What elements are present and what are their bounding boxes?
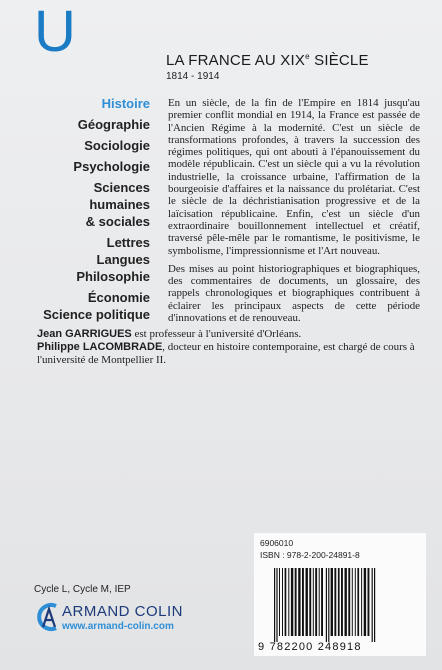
barcode-bar xyxy=(338,568,340,636)
barcode xyxy=(272,568,418,642)
discipline-sociology: Sociologie xyxy=(84,138,150,153)
publisher-website[interactable]: www.armand-colin.com xyxy=(62,621,174,632)
collection-logo: U xyxy=(34,0,76,64)
barcode-bar xyxy=(291,568,293,636)
author-name: Jean GARRIGUES xyxy=(37,328,132,340)
barcode-label xyxy=(254,533,426,656)
barcode-bar xyxy=(352,568,353,636)
barcode-bar xyxy=(326,568,327,642)
barcode-bar xyxy=(313,568,314,636)
book-title-superscript: e xyxy=(305,52,310,61)
author-bio xyxy=(37,328,420,341)
barcode-bar xyxy=(295,568,297,636)
barcode-bar xyxy=(276,568,277,642)
discipline-political-science: Science politique xyxy=(43,307,150,322)
barcode-digits: 9 782200 248918 xyxy=(258,641,362,653)
discipline-geography: Géographie xyxy=(77,117,150,132)
barcode-bar xyxy=(334,568,336,636)
author-bios xyxy=(37,328,420,367)
cycle-levels: Cycle L, Cycle M, IEP xyxy=(34,584,131,595)
book-title-main: LA FRANCE AU XIX xyxy=(166,52,306,69)
barcode-bar xyxy=(368,568,370,636)
discipline-psychology: Psychologie xyxy=(73,159,150,174)
barcode-bar xyxy=(302,568,304,636)
book-description xyxy=(168,97,420,330)
author-text: est professeur à l'université d'Orléans. xyxy=(131,328,302,340)
barcode-bar xyxy=(374,568,375,642)
discipline-humaines: humaines xyxy=(89,197,150,212)
discipline-list xyxy=(30,95,150,323)
author-bio xyxy=(37,341,420,367)
barcode-bar xyxy=(341,568,343,636)
barcode-bar xyxy=(345,568,347,636)
barcode-bar xyxy=(298,568,300,636)
barcode-bar xyxy=(357,568,359,636)
discipline-languages: Langues xyxy=(96,252,150,267)
book-title-end: SIÈCLE xyxy=(309,52,369,69)
barcode-bar xyxy=(274,568,275,642)
discipline-sciences: Sciences xyxy=(93,180,150,195)
publisher-name: ARMAND COLIN xyxy=(62,603,184,620)
description-paragraph: En un siècle, de la fin de l'Empire en 1814 jusqu'au premier conflit mondial en 1914, la France est passée de l'Ancien Régime à la modernité. C'est un siècle de transformations profondes, à travers la succession des régimes politiques, qui ont abouti à l'épanouissement du modèle républicain. C'est un siècle qui a vu la révolution industrielle, la croissance urbaine, l'affirmation de la bourgeoisie d'affaires et la naissance du prolétariat. C'est le siècle de la déchristianisation progressive et de la laïcisation républicaine. Enfin, c'est un siècle d'un extraordinaire bouillonnement intellectuel et créatif, traversé pêle-mêle par le romantisme, le positivisme, le symbolisme, l'impressionnisme et l'Art nouveau. xyxy=(168,97,420,257)
reference-code: 6906010 xyxy=(260,538,294,548)
book-title xyxy=(166,52,369,69)
barcode-bar xyxy=(364,568,366,636)
barcode-bar xyxy=(285,568,287,636)
author-name: Philippe LACOMBRADE xyxy=(37,341,163,353)
discipline-letters: Lettres xyxy=(106,235,150,250)
barcode-bar xyxy=(372,568,373,642)
barcode-bar xyxy=(331,568,333,636)
author-text: , docteur en histoire contemporaine, est chargé de cours à l'université de Montpellier II. xyxy=(37,341,415,366)
barcode-bar xyxy=(361,568,362,636)
barcode-bar xyxy=(315,568,317,636)
barcode-bar xyxy=(348,568,350,636)
description-paragraph: Des mises au point historiographiques et biographiques, des commentaires de documents, un glossaire, des rappels chronologiques et biographiques contribuent à éclairer les principaux aspects de cette période d'innovations et de renouveau. xyxy=(168,262,420,325)
book-dates: 1814 - 1914 xyxy=(166,71,220,82)
barcode-bar xyxy=(328,568,329,642)
publisher-logo-icon xyxy=(34,601,64,633)
barcode-bar xyxy=(355,568,356,636)
discipline-sociales: & sociales xyxy=(85,214,150,229)
discipline-economy: Économie xyxy=(87,290,150,305)
barcode-bar xyxy=(319,568,320,636)
barcode-bar xyxy=(288,568,289,636)
barcode-bar xyxy=(282,568,283,636)
discipline-philosophy: Philosophie xyxy=(76,269,150,284)
barcode-bar xyxy=(306,568,308,636)
isbn: ISBN : 978-2-200-24891-8 xyxy=(260,550,360,560)
barcode-bar xyxy=(309,568,311,636)
barcode-bar xyxy=(279,568,280,636)
discipline-history: Histoire xyxy=(101,96,150,111)
barcode-bar xyxy=(321,568,323,636)
